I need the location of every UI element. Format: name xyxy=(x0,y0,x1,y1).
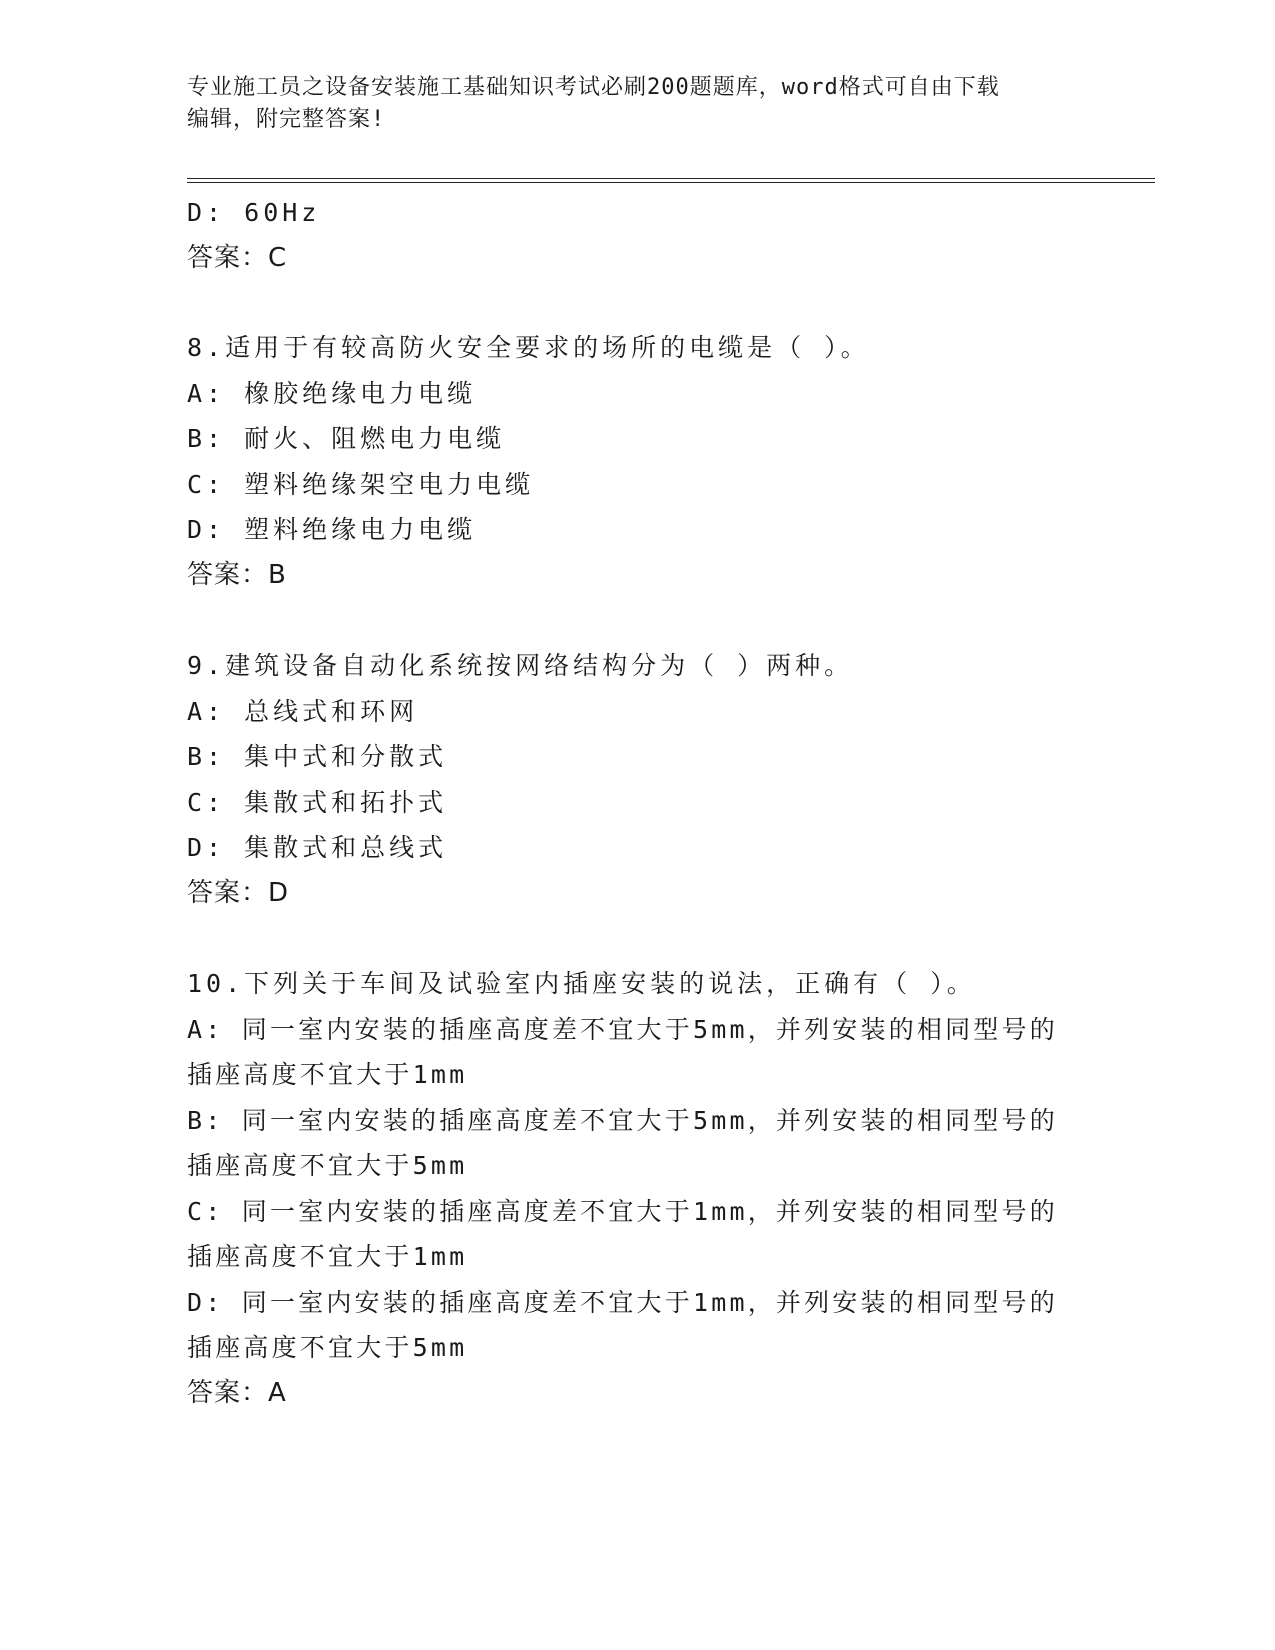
answer-line: 答案：C xyxy=(187,242,288,273)
option-b: B: 集中式和分散式 xyxy=(187,742,448,771)
option-d-continued: 插座高度不宜大于5mm xyxy=(187,1333,468,1362)
option-c-continued: 插座高度不宜大于1mm xyxy=(187,1242,468,1271)
question-stem: 9.建筑设备自动化系统按网络结构分为（ ）两种。 xyxy=(187,651,854,680)
header-title-line-1: 专业施工员之设备安装施工基础知识考试必刷200题题库，word格式可自由下载 xyxy=(187,75,1000,100)
option-c: C: 同一室内安装的插座高度差不宜大于1mm，并列安装的相同型号的 xyxy=(187,1196,1058,1226)
option-c: C: 塑料绝缘架空电力电缆 xyxy=(187,469,535,499)
option-d: D: 同一室内安装的插座高度差不宜大于1mm，并列安装的相同型号的 xyxy=(187,1287,1058,1317)
option-d: D: 集散式和总线式 xyxy=(187,833,448,862)
option-c: C: 集散式和拓扑式 xyxy=(187,787,448,817)
option-a-continued: 插座高度不宜大于1mm xyxy=(187,1060,468,1089)
header-divider-top xyxy=(187,178,1155,179)
previous-question-tail xyxy=(187,190,1087,281)
answer-line: 答案：B xyxy=(187,559,287,590)
answer-line: 答案：D xyxy=(187,877,290,908)
option-a: A: 同一室内安装的插座高度差不宜大于5mm，并列安装的相同型号的 xyxy=(187,1014,1058,1044)
option-b-continued: 插座高度不宜大于5mm xyxy=(187,1151,468,1180)
option-b: B: 同一室内安装的插座高度差不宜大于5mm，并列安装的相同型号的 xyxy=(187,1105,1058,1135)
header-title-line-2: 编辑，附完整答案! xyxy=(187,107,386,132)
option-a: A: 总线式和环网 xyxy=(187,696,419,726)
header-divider-bottom xyxy=(187,182,1155,183)
question-10 xyxy=(187,961,1087,1416)
option-d: D: 60Hz xyxy=(187,198,321,227)
question-stem: 8.适用于有较高防火安全要求的场所的电缆是（ ）。 xyxy=(187,333,870,362)
answer-line: 答案：A xyxy=(187,1377,287,1408)
question-content xyxy=(187,190,1087,1461)
option-d: D: 塑料绝缘电力电缆 xyxy=(187,515,477,544)
question-9 xyxy=(187,643,1087,916)
option-b: B: 耐火、阻燃电力电缆 xyxy=(187,424,506,453)
option-a: A: 橡胶绝缘电力电缆 xyxy=(187,378,477,408)
page-header xyxy=(187,72,1067,136)
question-stem: 10.下列关于车间及试验室内插座安装的说法，正确有（ ）。 xyxy=(187,969,976,998)
question-8 xyxy=(187,325,1087,598)
